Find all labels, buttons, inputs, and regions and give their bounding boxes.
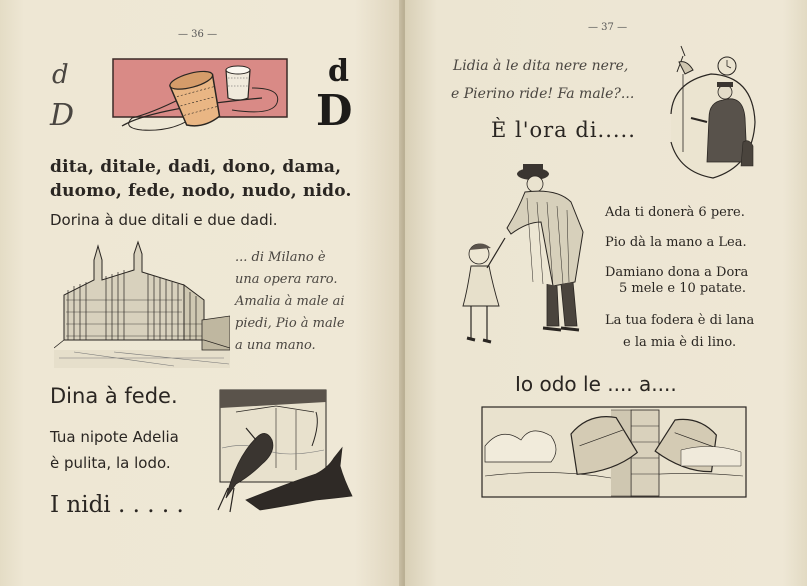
thimble-illustration — [112, 58, 290, 144]
sentence-line: Damiano dona a Dora — [605, 265, 749, 280]
script-line: Amalia à male ai — [235, 294, 345, 309]
bells-illustration — [481, 406, 749, 500]
cathedral-illustration — [54, 240, 230, 368]
word-line-1: dita, ditale, dadi, dono, dama, — [50, 157, 342, 177]
swallows-illustration — [216, 388, 354, 516]
man-and-child-illustration — [457, 162, 605, 354]
sentence-block — [605, 198, 748, 288]
word-line-2: duomo, fede, nodo, nudo, nido. — [50, 181, 352, 201]
heading-ora: È l'ora di..... — [491, 118, 636, 142]
sentence-pulita: è pulita, la lodo. — [50, 454, 171, 472]
sentence-dorina: Dorina à due ditali e due dadi. — [50, 211, 278, 229]
sentence-line: Pio dà la mano a Lea. — [605, 235, 747, 250]
sentence-line: La tua fodera è di lana — [605, 313, 755, 328]
script-block — [235, 247, 345, 357]
script-line: ... di Milano è — [235, 250, 326, 265]
script-line-pierino: e Pierino ride! Fa male?... — [451, 86, 635, 102]
sentence-nipote: Tua nipote Adelia — [50, 428, 179, 446]
script-line: una opera raro. — [235, 272, 338, 287]
script-line: a una mano. — [235, 338, 316, 353]
print-letter-upper: D — [316, 86, 353, 135]
heading-odo: Io odo le .... a.... — [515, 372, 677, 396]
print-letter-lower: d — [328, 54, 349, 89]
script-line: piedi, Pio à male — [235, 316, 345, 331]
page-number: — 37 — — [588, 22, 628, 33]
right-page — [405, 0, 807, 586]
page-number: — 36 — — [178, 29, 218, 40]
left-page — [0, 0, 403, 586]
sentence-line: e la mia è di lino. — [623, 335, 737, 350]
sentence-dina: Dina à fede. — [50, 384, 178, 408]
sentence-line: 5 mele e 10 patate. — [619, 281, 747, 296]
script-line-lidia: Lidia à le dita nere nere, — [453, 58, 629, 74]
script-letter-lower: d — [52, 60, 69, 90]
sentence-nidi: I nidi . . . . . — [50, 492, 184, 518]
sentence-line: Ada ti donerà 6 pere. — [605, 205, 745, 220]
script-letter-upper: D — [50, 98, 75, 133]
doorbell-illustration — [663, 42, 763, 182]
